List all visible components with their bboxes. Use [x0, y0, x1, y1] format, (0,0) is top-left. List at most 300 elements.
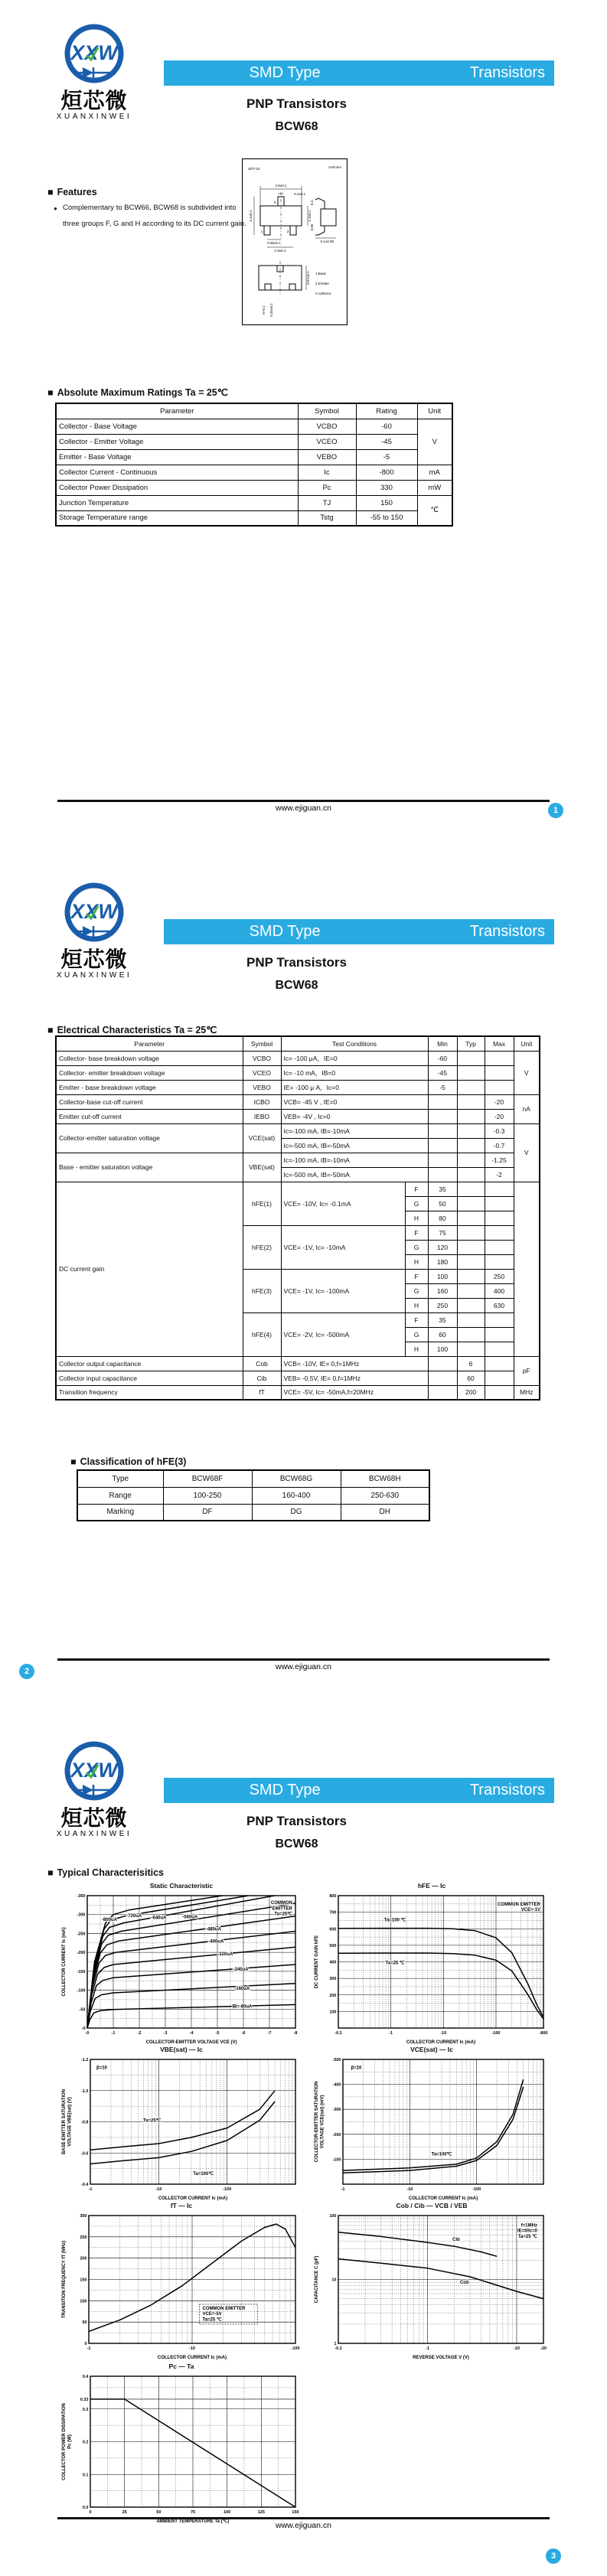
svg-text:100: 100	[329, 2010, 337, 2015]
table-cell: VCEO	[298, 434, 356, 449]
chart-annotation: Ta=25 ℃	[517, 2234, 537, 2239]
svg-text:-100: -100	[77, 1988, 86, 1994]
chart-annotation: Ta=25 ℃	[202, 2317, 222, 2323]
table-cell: DC current gain	[56, 1182, 243, 1356]
table-cell	[457, 1167, 485, 1182]
svg-text:-100: -100	[291, 2346, 300, 2351]
chart-title: VBE(sat) — Ic	[160, 2046, 203, 2053]
table-cell: IEBO	[243, 1109, 281, 1123]
chart-title: hFE — Ic	[417, 1882, 446, 1890]
table-cell: 630	[485, 1298, 514, 1312]
table-cell: 100	[428, 1342, 457, 1356]
table-cell: VCEO	[243, 1065, 281, 1080]
brand-name-en: XUANXINWEI	[56, 971, 132, 980]
svg-text:0.35±0.1: 0.35±0.1	[269, 303, 273, 317]
table-cell	[428, 1385, 457, 1400]
part-number: BCW68	[275, 120, 318, 133]
package-outline-drawing	[242, 158, 348, 329]
footer-divider	[57, 2517, 550, 2519]
table-cell: 75	[428, 1225, 457, 1240]
table-cell	[457, 1211, 485, 1225]
footer-divider	[57, 1658, 550, 1661]
page-number-badge: 2	[19, 1664, 34, 1679]
table-cell	[457, 1254, 485, 1269]
svg-text:1.Base: 1.Base	[315, 272, 327, 276]
table-cell: Collector-emitter saturation voltage	[56, 1123, 243, 1153]
table-cell: -45	[356, 434, 417, 449]
table-cell	[457, 1283, 485, 1298]
table-cell: 250	[485, 1269, 514, 1283]
table-cell: Collector input capacitance	[56, 1371, 243, 1385]
svg-text:-8: -8	[293, 2031, 298, 2036]
svg-text:600: 600	[329, 1927, 337, 1932]
table-cell	[457, 1123, 485, 1138]
table-cell	[485, 1385, 514, 1400]
chart-annotation: β=10	[351, 2066, 362, 2071]
square-bullet-icon: ■	[70, 1456, 77, 1467]
table-cell: VCB= -45 V , IE=0	[281, 1094, 428, 1109]
svg-text:-500: -500	[332, 2058, 341, 2062]
header-bar-right: Transistors	[469, 64, 545, 81]
page-number-badge: 3	[546, 2548, 561, 2564]
table-cell: 50	[428, 1196, 457, 1211]
svg-text:-200: -200	[332, 2132, 341, 2137]
x-axis-label: COLLECTOR CURRENT Ic (mA)	[157, 2356, 227, 2360]
classification-heading: ■ Classification of hFE(3)	[70, 1456, 187, 1467]
table-cell: VCE= -2V, Ic= -500mA	[281, 1312, 405, 1356]
table-cell: Symbol	[243, 1036, 281, 1051]
table-cell: F	[405, 1182, 428, 1196]
table-cell: BCW68H	[341, 1470, 429, 1487]
series-label: Ta=100℃	[193, 2171, 214, 2177]
series-label: Ta=25℃	[142, 2118, 162, 2124]
table-cell: VCB= -10V, IE= 0,f=1MHz	[281, 1356, 428, 1371]
svg-text:-1: -1	[389, 2031, 393, 2036]
svg-text:-10: -10	[406, 2187, 413, 2192]
svg-text:-1.2: -1.2	[81, 2058, 89, 2062]
table-cell: VEBO	[243, 1080, 281, 1094]
electrical-characteristics	[55, 1035, 540, 1400]
svg-text:-2: -2	[137, 2031, 142, 2036]
table-cell: pF	[514, 1356, 540, 1385]
table-cell: 100	[428, 1269, 457, 1283]
svg-text:0.4±0.1: 0.4±0.1	[294, 192, 305, 196]
y-axis-label: TRANSITION FREQUENCY fT (MHz)	[62, 2240, 67, 2319]
series-curve	[338, 1953, 543, 2019]
table-cell	[457, 1225, 485, 1240]
series-label: Ta=100℃	[431, 2152, 452, 2157]
table-cell: hFE(2)	[243, 1225, 281, 1269]
doc-title: PNP Transistors	[246, 96, 348, 111]
svg-text:800: 800	[329, 1894, 337, 1899]
square-bullet-icon: ■	[47, 1867, 54, 1878]
table-cell: -0.7	[485, 1138, 514, 1153]
svg-text:200: 200	[80, 2256, 87, 2261]
table-cell: ℃	[417, 495, 452, 526]
series-label: Cob	[459, 2280, 469, 2285]
table-cell: Storage Temperature range	[56, 510, 298, 526]
table-cell: VCE= -5V, Ic= -50mA,f=20MHz	[281, 1385, 428, 1400]
table-cell: Cob	[243, 1356, 281, 1371]
table-cell: TJ	[298, 495, 356, 510]
series-label: IB=-80uA	[232, 2004, 253, 2010]
table-cell: 180	[428, 1254, 457, 1269]
svg-text:0.95±0.1: 0.95±0.1	[267, 241, 281, 245]
y-axis-label: VOLTAGE VBE(sat) (V)	[67, 2097, 73, 2147]
chart-annotation: COMMON EMITTER	[202, 2306, 246, 2311]
table-cell: V	[514, 1123, 540, 1182]
chart-annotation: VCE=-1V	[521, 1908, 540, 1913]
chart-plot	[312, 1891, 551, 2045]
chart-capacitance-vs-voltage	[312, 2201, 551, 2360]
svg-text:0.0: 0.0	[82, 2506, 89, 2510]
table-cell: Junction Temperature	[56, 495, 298, 510]
series-label: -480uA	[205, 1927, 221, 1932]
svg-text:100: 100	[224, 2510, 231, 2515]
chart-title: fT — Ic	[170, 2202, 193, 2209]
table-cell: VCBO	[243, 1051, 281, 1065]
header-bar	[164, 1778, 554, 1803]
table-cell	[457, 1153, 485, 1167]
svg-text:150: 150	[80, 2278, 87, 2283]
table-cell	[457, 1196, 485, 1211]
table-cell	[428, 1167, 457, 1182]
table-cell: Pc	[298, 480, 356, 495]
table-cell: mA	[417, 465, 452, 480]
chart-pc-vs-ta	[60, 2362, 303, 2524]
logo-mark-icon	[44, 1740, 144, 1803]
brand-name-cn: 烜芯微	[60, 947, 128, 971]
table-cell: VCE= -1V, Ic= -10mA	[281, 1225, 405, 1269]
table-cell: DH	[341, 1504, 429, 1521]
svg-text:-300: -300	[332, 2108, 341, 2113]
dot-bullet-icon: ●	[54, 205, 57, 212]
svg-text:3.collector: 3.collector	[315, 292, 331, 295]
svg-text:1: 1	[334, 2342, 337, 2346]
table-cell	[457, 1109, 485, 1123]
logo-mark-text: XXW	[70, 41, 118, 64]
series-label: -720uA	[126, 1914, 142, 1919]
table-cell	[457, 1138, 485, 1153]
svg-text:-6: -6	[241, 2031, 246, 2036]
svg-text:3: 3	[273, 201, 276, 204]
svg-text:XXW: XXW	[70, 1759, 118, 1782]
brand-logo	[43, 23, 145, 121]
square-bullet-icon: ■	[47, 187, 54, 197]
table-cell	[428, 1371, 457, 1385]
svg-text:-0.6: -0.6	[81, 2151, 89, 2157]
header-bar-left: SMD Type	[249, 64, 321, 81]
chart-ft-vs-ic	[60, 2201, 303, 2360]
svg-text:0.85: 0.85	[310, 223, 314, 231]
typical-char-heading: ■ Typical Characterisitics	[47, 1867, 164, 1878]
series-curve	[90, 2102, 275, 2164]
table-cell: hFE(3)	[243, 1269, 281, 1312]
chart-vcesat-vs-ic	[312, 2045, 551, 2201]
square-bullet-icon: ■	[47, 1025, 54, 1035]
series-label: Cib	[452, 2238, 460, 2243]
svg-text:-800: -800	[539, 2031, 548, 2036]
svg-text:-3: -3	[163, 2031, 168, 2036]
svg-text:0.1: 0.1	[82, 2473, 89, 2478]
svg-text:1: 1	[260, 230, 263, 233]
footer-url[interactable]: www.ejiguan.cn	[276, 1662, 331, 1671]
svg-text:250: 250	[80, 2235, 87, 2240]
svg-text:0: 0	[84, 2342, 87, 2346]
svg-text:500: 500	[329, 1943, 337, 1948]
footer-url[interactable]: www.ejiguan.cn	[276, 804, 331, 813]
elec-char-heading: ■ Electrical Characteristics Ta = 25℃	[47, 1025, 217, 1035]
table-cell: nA	[514, 1094, 540, 1123]
table-cell	[428, 1138, 457, 1153]
svg-text:SOT-23: SOT-23	[248, 167, 260, 171]
svg-text:-0.1: -0.1	[335, 2346, 342, 2351]
svg-text:-10: -10	[189, 2346, 195, 2351]
series-curve	[343, 2087, 524, 2173]
table-cell: G	[405, 1196, 428, 1211]
svg-text:0.3: 0.3	[82, 2407, 89, 2412]
table-cell: H	[405, 1211, 428, 1225]
table-cell: -1.25	[485, 1153, 514, 1167]
brand-logo	[43, 882, 145, 980]
table-cell: -0.3	[485, 1123, 514, 1138]
feature-line-1: Complementary to BCW66, BCW68 is subdivided into	[63, 204, 237, 212]
table-cell: VCBO	[298, 419, 356, 434]
table-cell: Parameter	[56, 403, 298, 419]
table-cell	[457, 1269, 485, 1283]
chart-plot	[60, 2055, 303, 2201]
table-cell: Ic=-500 mA, IB=-50mA	[281, 1167, 428, 1182]
table-cell	[428, 1109, 457, 1123]
svg-text:Unit:mm: Unit:mm	[328, 165, 341, 169]
svg-text:0.4: 0.4	[82, 2375, 89, 2379]
table-cell: VBE(sat)	[243, 1153, 281, 1182]
table-cell: BCW68G	[252, 1470, 341, 1487]
table-cell: IE= -100 μ A，Ic=0	[281, 1080, 428, 1094]
table-cell: Max	[485, 1036, 514, 1051]
svg-text:-1: -1	[111, 2031, 116, 2036]
svg-text:0.33: 0.33	[80, 2397, 89, 2402]
svg-text:125: 125	[257, 2510, 265, 2515]
svg-text:-0: -0	[85, 2031, 90, 2036]
table-cell: -5	[356, 449, 417, 465]
table-cell	[428, 1094, 457, 1109]
table-cell	[485, 1312, 514, 1327]
chart-plot	[312, 2211, 551, 2360]
y-axis-label: Pc (W)	[67, 2434, 73, 2449]
table-cell	[485, 1254, 514, 1269]
footer-url[interactable]: www.ejiguan.cn	[276, 2521, 331, 2530]
table-cell	[428, 1356, 457, 1371]
svg-text:-200: -200	[77, 1951, 86, 1956]
table-cell	[485, 1051, 514, 1065]
table-cell: 400	[485, 1283, 514, 1298]
svg-text:-10: -10	[440, 2031, 447, 2036]
svg-text:0.1±0.05: 0.1±0.05	[320, 240, 334, 243]
svg-text:-10: -10	[155, 2187, 162, 2192]
hfe-classification	[77, 1469, 430, 1521]
svg-text:-1.0: -1.0	[81, 2089, 89, 2094]
svg-text:2.4±0.1: 2.4±0.1	[249, 210, 253, 222]
table-cell	[428, 1123, 457, 1138]
svg-text:400: 400	[329, 1960, 337, 1965]
y-axis-label: BASE-EMITTER SATURATION	[62, 2089, 67, 2155]
svg-text:-100: -100	[472, 2187, 481, 2192]
table-cell: Min	[428, 1036, 457, 1051]
header-bar-right: Transistors	[469, 923, 545, 940]
table-cell	[485, 1065, 514, 1080]
table-cell: 330	[356, 480, 417, 495]
brand-name-cn: 烜芯微	[60, 1806, 128, 1830]
table-cell	[457, 1342, 485, 1356]
page-1	[0, 0, 607, 859]
table-cell	[457, 1312, 485, 1327]
svg-text:2: 2	[286, 230, 289, 233]
table-cell	[457, 1094, 485, 1109]
table-cell: mW	[417, 480, 452, 495]
table-cell: V	[417, 419, 452, 465]
chart-title: VCE(sat) — Ic	[410, 2046, 453, 2053]
electrical-characteristics-table	[55, 1035, 540, 1400]
y-axis-label: VOLTAGE VCE(sat) (mV)	[320, 2095, 325, 2149]
table-cell: -800	[356, 465, 417, 480]
header-bar-right: Transistors	[469, 1782, 545, 1798]
chart-annotation: f=1MHz	[521, 2223, 537, 2229]
part-number: BCW68	[275, 979, 318, 992]
table-cell: 6	[457, 1356, 485, 1371]
chart-plot	[60, 2211, 303, 2360]
svg-text:50: 50	[156, 2510, 162, 2515]
table-cell: Emitter cut-off current	[56, 1109, 243, 1123]
table-cell: Rating	[356, 403, 417, 419]
svg-text:-300: -300	[77, 1912, 86, 1918]
logo-mark-icon	[44, 23, 144, 86]
table-cell	[485, 1327, 514, 1342]
table-cell: 150	[356, 495, 417, 510]
table-cell: VEB= -4V , Ic=0	[281, 1109, 428, 1123]
table-cell	[457, 1240, 485, 1254]
chart-static-characteristic	[60, 1881, 303, 2045]
table-cell: 80	[428, 1211, 457, 1225]
table-cell: Collector output capacitance	[56, 1356, 243, 1371]
table-cell: -60	[428, 1051, 457, 1065]
table-cell: H	[405, 1254, 428, 1269]
series-label: -240uA	[233, 1967, 249, 1972]
table-cell: -20	[485, 1094, 514, 1109]
table-cell: 60	[428, 1327, 457, 1342]
table-cell: Test Conditions	[281, 1036, 428, 1051]
table-cell	[485, 1182, 514, 1196]
svg-text:300: 300	[80, 2214, 87, 2219]
chart-annotation: Ta=25℃	[274, 1912, 292, 1917]
svg-text:0.4: 0.4	[310, 200, 314, 206]
svg-text:-350: -350	[77, 1894, 86, 1899]
feature-line-2: three groups F, G and H according to its DC current gain.	[63, 220, 246, 228]
table-cell: Transition frequency	[56, 1385, 243, 1400]
table-cell	[485, 1080, 514, 1094]
svg-text:2.9±0.1: 2.9±0.1	[275, 184, 287, 187]
table-cell: -45	[428, 1065, 457, 1080]
square-bullet-icon: ■	[47, 387, 54, 398]
svg-text:1.3±0.1: 1.3±0.1	[308, 210, 312, 222]
svg-text:-7: -7	[267, 2031, 272, 2036]
table-cell: Symbol	[298, 403, 356, 419]
chart-plot	[312, 2055, 551, 2201]
table-cell: Ic=-100 mA, IB=-10mA	[281, 1153, 428, 1167]
footer-divider	[57, 800, 550, 802]
series-curve	[338, 2232, 497, 2257]
table-cell	[485, 1356, 514, 1371]
svg-text:-50: -50	[79, 2007, 86, 2013]
table-cell	[457, 1182, 485, 1196]
svg-text:-100: -100	[223, 2187, 232, 2192]
series-label: Ta=100 ℃	[383, 1918, 406, 1923]
table-cell: 250	[428, 1298, 457, 1312]
table-cell: 100-250	[163, 1487, 252, 1504]
doc-title: PNP Transistors	[246, 1814, 348, 1828]
chart-annotation: β=10	[96, 2066, 107, 2071]
chart-hfe-vs-ic	[312, 1881, 551, 2045]
svg-text:-400: -400	[332, 2082, 341, 2088]
table-cell	[485, 1225, 514, 1240]
svg-text:50: 50	[82, 2320, 87, 2326]
table-cell: Cib	[243, 1371, 281, 1385]
table-cell: Parameter	[56, 1036, 243, 1051]
table-cell: Marking	[77, 1504, 163, 1521]
svg-text:700: 700	[329, 1910, 337, 1916]
table-cell: MHz	[514, 1385, 540, 1400]
table-cell: -2	[485, 1167, 514, 1182]
table-cell: VEBO	[298, 449, 356, 465]
table-cell: DG	[252, 1504, 341, 1521]
table-cell: -5	[428, 1080, 457, 1094]
series-label: Ta=25 ℃	[385, 1961, 405, 1966]
svg-text:-0.8: -0.8	[81, 2120, 89, 2125]
chart-annotation: IE=0/Ic=0	[517, 2229, 537, 2234]
table-cell: 35	[428, 1182, 457, 1196]
svg-text:0.2: 0.2	[82, 2440, 89, 2445]
header-bar	[164, 60, 554, 86]
table-cell: -20	[485, 1109, 514, 1123]
table-cell: H	[405, 1298, 428, 1312]
table-cell: H	[405, 1342, 428, 1356]
table-cell: 250-630	[341, 1487, 429, 1504]
table-cell	[485, 1342, 514, 1356]
series-label: -640uA	[151, 1916, 167, 1921]
x-axis-label: COLLECTOR CURRENT Ic (mA)	[408, 2196, 478, 2201]
table-cell: Collector - Emitter Voltage	[56, 434, 298, 449]
table-cell	[485, 1240, 514, 1254]
table-cell: Base - emitter saturation voltage	[56, 1153, 243, 1182]
y-axis-label: CAPACITANCE C (pF)	[315, 2255, 319, 2304]
page-3	[0, 1717, 607, 2576]
chart-annotation: EMITTER	[272, 1906, 292, 1912]
series-label: -320uA	[217, 1952, 233, 1958]
table-cell: hFE(1)	[243, 1182, 281, 1225]
table-cell: 35	[428, 1312, 457, 1327]
x-axis-label: AMBIENT TEMPERATURE Ta (℃)	[156, 2519, 230, 2524]
table-cell: VCE= -10V, Ic= -0.1mA	[281, 1182, 405, 1225]
table-cell: F	[405, 1269, 428, 1283]
table-cell: Unit	[417, 403, 452, 419]
table-cell: Collector- emitter breakdown voltage	[56, 1065, 243, 1080]
table-cell	[514, 1182, 540, 1356]
table-cell	[457, 1080, 485, 1094]
doc-title: PNP Transistors	[246, 955, 348, 970]
table-cell: V	[514, 1051, 540, 1094]
table-cell: Ic	[298, 465, 356, 480]
table-cell	[457, 1051, 485, 1065]
